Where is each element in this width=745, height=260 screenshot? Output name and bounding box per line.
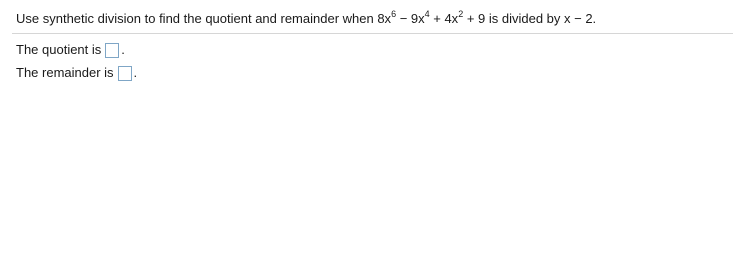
question-part3: + 4x (429, 11, 459, 26)
quotient-answer-box[interactable] (105, 43, 119, 58)
question-part2: − 9x (396, 11, 425, 26)
exponent-2: 2 (458, 9, 464, 19)
remainder-period: . (133, 65, 138, 80)
remainder-label: The remainder is (16, 65, 114, 80)
question-prefix: Use synthetic division to find the quotient and remainder when 8x (16, 11, 392, 26)
question-suffix: + 9 is divided by x − 2. (463, 11, 597, 26)
remainder-row (16, 64, 137, 82)
exponent-4: 4 (424, 9, 430, 19)
remainder-answer-box[interactable] (118, 66, 132, 81)
quotient-label: The quotient is (16, 42, 102, 57)
exponent-6: 6 (391, 9, 397, 19)
quotient-period: . (121, 42, 125, 57)
divider (12, 33, 733, 34)
question-text (16, 10, 596, 28)
quotient-row (16, 41, 125, 59)
